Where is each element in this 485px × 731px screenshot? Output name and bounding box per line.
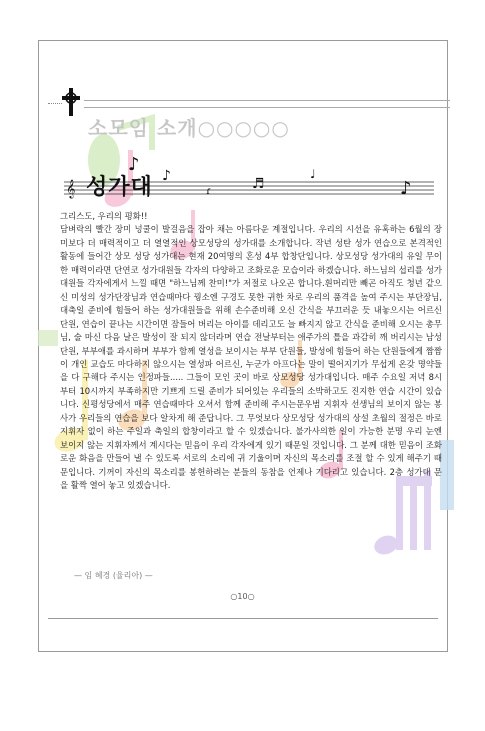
header-rule [84,100,450,108]
dotted-rule [48,103,62,104]
rest-icon: ɾ [206,186,212,197]
footer-rule [48,618,438,619]
clef-icon: 𝄞 [66,179,76,198]
article-body [60,210,442,493]
eighth-note-icon: ♪ [128,154,140,175]
article-paragraph: 담벼락의 빨간 장미 넝쿨이 발걸음을 잡아 채는 아름다운 계절입니다. 우리의 시선을 유혹하는 6월의 장미보다 더 매력적이고 더 열열적인 상모성당의 성가대를 소개합니다. 작년 성탄 성가 연습으로 본격적인 활동에 들어간 상모 성당 성가대는 현재 20여명의 혼성 4부 합창단입니다. 상모성당 성가대의 유일 무이한 매력이라면 단연코 성가대원들 각자의 다양하고 조화로운 모습이라 하겠습니다. 하느님의 섭리를 성가대원들 각자에게서 느낄 때면 "하느님께 찬미!"가 저절로 나오곤 합니다.흰머리만 빼곤 아직도 청년 같으신 미성의 성가단장님과 연습때마다 꿩소엔 구경도 못한 귀한 차로 우리의 품격을 높여 주시는 부단장님, 대축일 준비에 힘들어 하는 성가대원들을 위해 손수준비해 오신 간식을 부끄러운 듯 내놓으시는 어르신 단원, 연습이 끝나는 시간이면 잠들어 버리는 아이를 데리고도 늘 빠지지 않고 간식을 준비해 오시는 총무님, 술 마신 다음 날은 발성이 잘 되지 않더라며 연습 전날부터는 애주가의 틀을 과감히 깨 버리시는 남성 단원, 부부애를 과시하며 부부가 함께 열성을 보이시는 부부 단원들, 발성에 힘들어 하는 단원들에게 짬짬이 개인 교습도 마다하지 않으시는 열성파 어르신, 누군가 아프다는 말이 떨어지기가 무섭게 온갖 명약들을 다 구해다 주시는 인정파들..... 그들이 모인 곳이 바로 상모성당 성가대입니다. 매주 수요일 저녁 8시부터 10시까지 부족하지만 기쁘게 드릴 준비가 되어있는 우리들의 소박하고도 진지한 연습 시간이 있습니다. 신평성당에서 매주 연습때마다 오셔서 함께 준비해 주시는문우범 지휘자 선생님의 보이지 않는 봉사가 우리들의 연습을 보다 알차게 해 준답니다. 그 무엇보다 상모성당 성가대의 상설 초월의 절정은 바로 지휘자 없이 하는 주일과 축일의 합창이라고 할 수 있겠습니다. 불가사의한 일이 가능한 분명 우리 눈엔 보이지 않는 지휘자께서 계시다는 믿음이 우리 각자에게 있기 때문일 것입니다. 그 분께 대한 믿음이 조화로운 화음을 만들어 낼 수 있도록 서로의 소리에 귀 기울이며 자신의 목소리를 조절 할 수 있게 해주기 때문입니다. 기꺼이 자신의 목소리를 봉헌하려는 분들의 동참을 언제나 기다리고 있습니다. 2층 성가대 문을 활짝 열어 놓고 있겠습니다. [60,224,442,491]
blue-bar-icon [440,440,454,510]
note-icon: ♪ [162,168,171,184]
end-note-icon: ♪ [400,178,412,199]
cross-icon [61,88,81,116]
left-bar-icon [38,330,58,346]
choir-title: 성가대 [86,175,153,200]
quarter-note-icon: ♩ [310,167,316,181]
sixteenth-note-icon: ♬ [252,176,265,192]
greeting-line: 그리스도, 우리의 평화!! [60,211,148,221]
section-title: 소모임 소개○○○○○ [88,116,290,140]
page-number: ○10○ [230,592,255,601]
author-credit: — 임 혜경 (율리아) — [74,571,153,580]
